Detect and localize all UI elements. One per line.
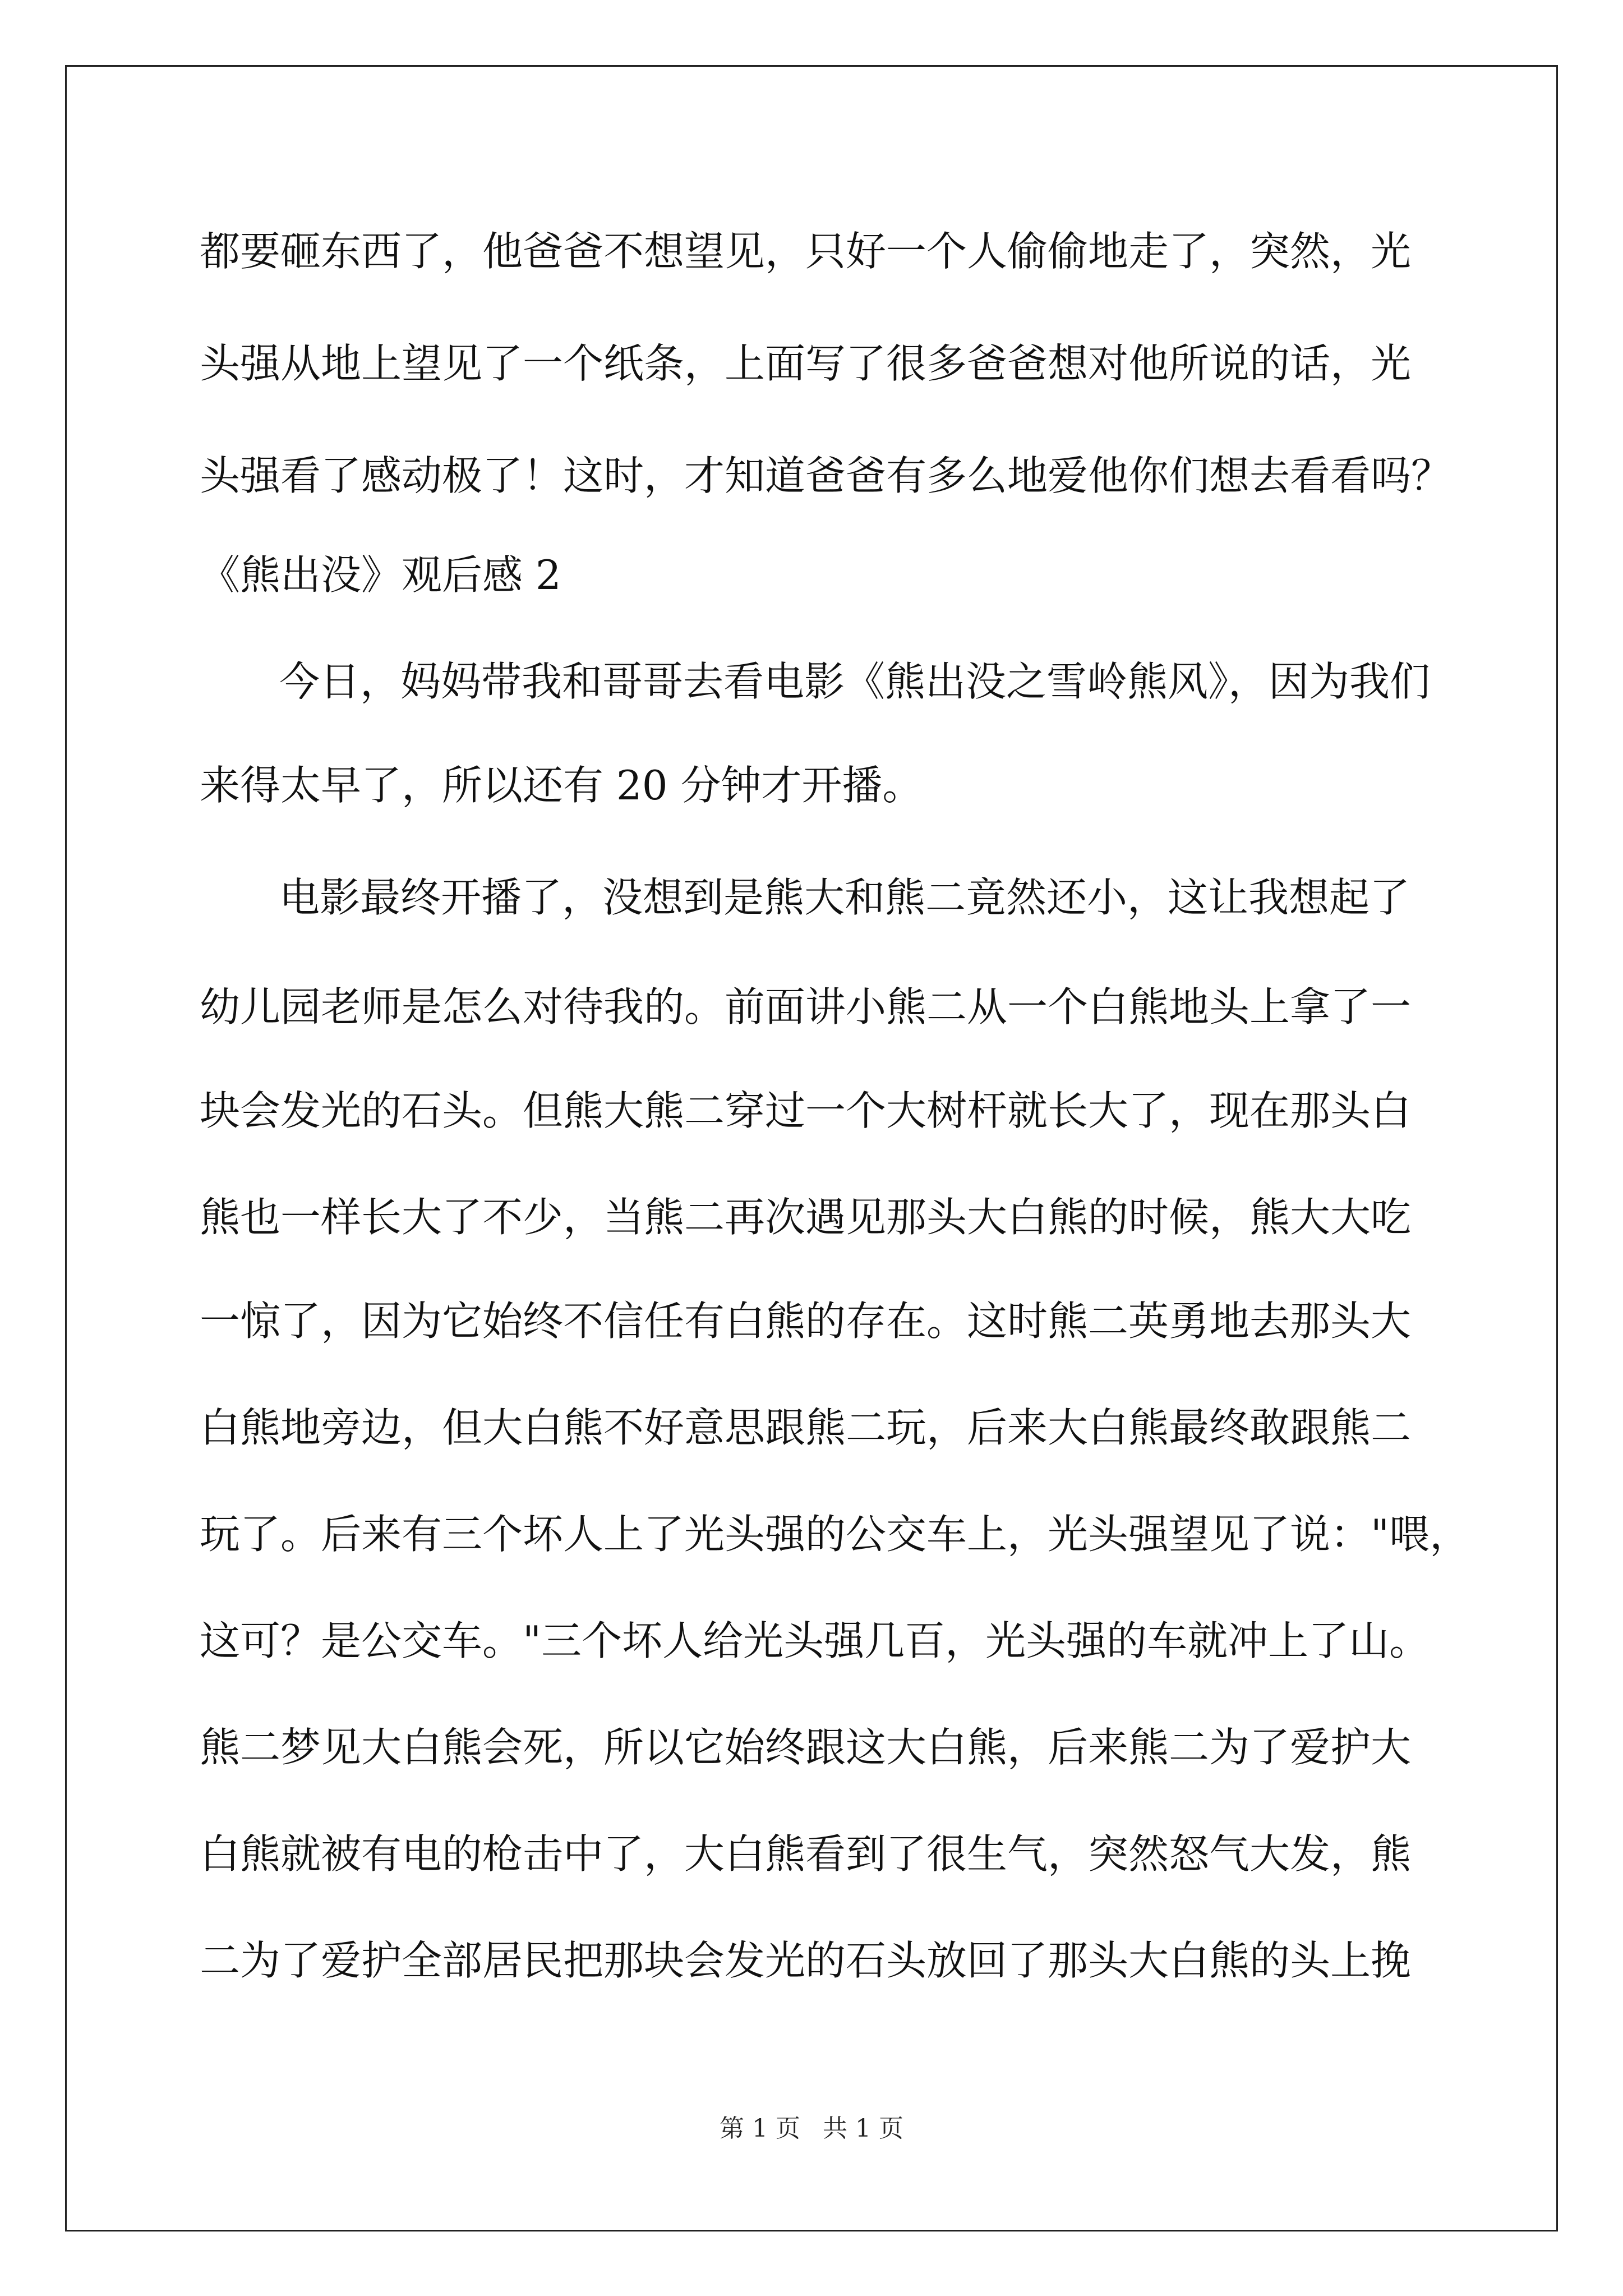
text-line: 来得太早了，所以还有 20 分钟才开播。 <box>200 762 923 809</box>
text-line: 熊也一样长大了不少，当熊二再次遇见那头大白熊的时候，熊大大吃 <box>200 1194 1412 1241</box>
page-number: 第 1 页 <box>720 2114 800 2143</box>
text-line: 熊二梦见大白熊会死，所以它始终跟这大白熊，后来熊二为了爱护大 <box>200 1724 1412 1771</box>
text-line: 这可？是公交车。"三个坏人给光头强几百，光头强的车就冲上了山。 <box>200 1617 1430 1664</box>
text-line: 头强从地上望见了一个纸条，上面写了很多爸爸想对他所说的话，光 <box>200 340 1412 387</box>
text-line: 白熊地旁边，但大白熊不好意思跟熊二玩，后来大白熊最终敢跟熊二 <box>200 1404 1412 1451</box>
page-total: 共 1 页 <box>823 2114 903 2143</box>
page-footer <box>0 2115 1623 2143</box>
text-line: 头强看了感动极了！这时，才知道爸爸有多么地爱他你们想去看看吗？ <box>200 452 1452 499</box>
section-heading: 《熊出没》观后感 2 <box>200 551 561 599</box>
text-line: 幼儿园老师是怎么对待我的。前面讲小熊二从一个白熊地头上拿了一 <box>200 983 1412 1030</box>
text-line: 白熊就被有电的枪击中了，大白熊看到了很生气，突然怒气大发，熊 <box>200 1830 1412 1878</box>
text-line: 一惊了，因为它始终不信任有白熊的存在。这时熊二英勇地去那头大 <box>200 1297 1412 1345</box>
page-border <box>65 65 1558 2231</box>
text-line: 块会发光的石头。但熊大熊二穿过一个大树杆就长大了，现在那头白 <box>200 1087 1412 1134</box>
text-line: 都要砸东西了，他爸爸不想望见，只好一个人偷偷地走了，突然，光 <box>200 228 1412 275</box>
paragraph-start: 今日，妈妈带我和哥哥去看电影《熊出没之雪岭熊风》，因为我们 <box>279 658 1431 705</box>
text-line: 玩了。后来有三个坏人上了光头强的公交车上，光头强望见了说："喂， <box>200 1511 1470 1558</box>
paragraph-start: 电影最终开播了，没想到是熊大和熊二竟然还小，这让我想起了 <box>279 874 1410 921</box>
text-line: 二为了爱护全部居民把那块会发光的石头放回了那头大白熊的头上挽 <box>200 1937 1412 1984</box>
